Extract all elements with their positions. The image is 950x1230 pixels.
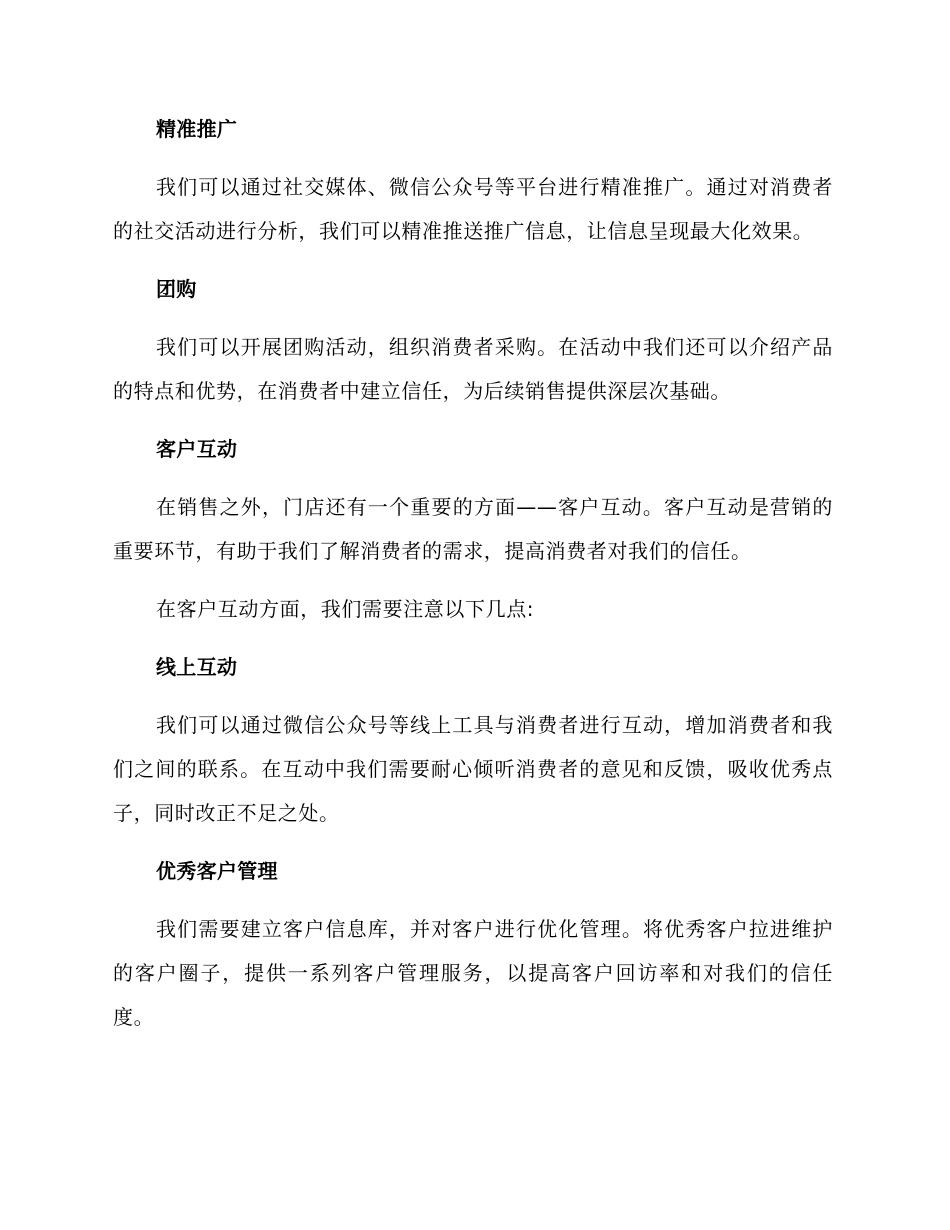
section-heading-precision-promotion: 精准推广 xyxy=(156,117,238,141)
paragraph-customer-interaction-points: 在客户互动方面，我们需要注意以下几点: xyxy=(156,597,535,621)
paragraph-online-interaction: 我们可以通过微信公众号等线上工具与消费者进行互动，增加消费者和我们之间的联系。在互动中我们需要耐心倾听消费者的意见和反馈，吸收优秀点子，同时改正不足之处。 xyxy=(113,713,833,825)
section-heading-group-buying: 团购 xyxy=(156,277,197,301)
section-heading-online-interaction: 线上互动 xyxy=(156,655,238,679)
paragraph-customer-interaction: 在销售之外，门店还有一个重要的方面——客户互动。客户互动是营销的重要环节，有助于我们了解消费者的需求，提高消费者对我们的信任。 xyxy=(113,495,833,563)
paragraph-group-buying: 我们可以开展团购活动，组织消费者采购。在活动中我们还可以介绍产品的特点和优势，在消费者中建立信任，为后续销售提供深层次基础。 xyxy=(113,335,833,403)
document-body xyxy=(113,107,833,1039)
section-heading-customer-interaction: 客户互动 xyxy=(156,437,238,461)
paragraph-precision-promotion: 我们可以通过社交媒体、微信公众号等平台进行精准推广。通过对消费者的社交活动进行分析，我们可以精准推送推广信息，让信息呈现最大化效果。 xyxy=(113,175,833,243)
section-heading-customer-management: 优秀客户管理 xyxy=(156,859,278,883)
paragraph-customer-management: 我们需要建立客户信息库，并对客户进行优化管理。将优秀客户拉进维护的客户圈子，提供一系列客户管理服务，以提高客户回访率和对我们的信任度。 xyxy=(113,917,833,1029)
